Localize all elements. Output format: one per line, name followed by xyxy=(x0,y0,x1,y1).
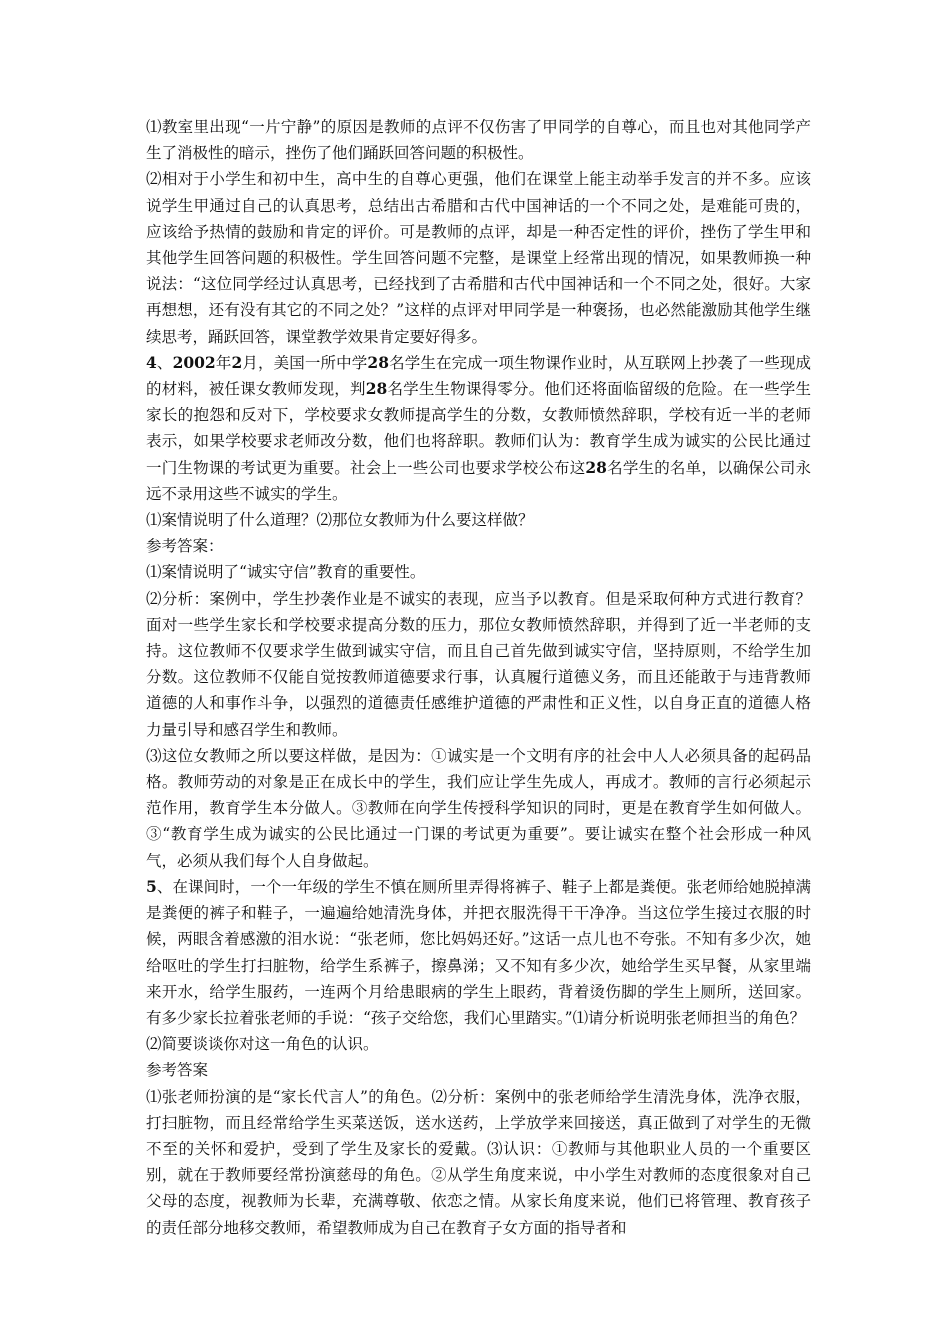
answer-paragraph-2: ⑵相对于小学生和初中生，高中生的自尊心更强，他们在课堂上能主动举手发言的并不多。应该说学生甲通过自己的认真思考，总结出古希腊和古代中国神话的一个不同之处，是难能可贵的，应该给予热情的鼓励和肯定的评价。可是教师的点评，却是一种否定性的评价，挫伤了学生甲和其他学生回答问题的积极性。学生回答问题不完整，是课堂上经常出现的情况，如果教师换一种说法：“这位同学经过认真思考，已经找到了古希腊和古代中国神话和一个不同之处，很好。大家再想想，还有没有其它的不同之处？”这样的点评对甲同学是一种褒扬，也必然能激励其他学生继续思考，踊跃回答，课堂教学效果肯定要好得多。 xyxy=(146,170,811,346)
case-4-questions: ⑴案情说明了什么道理？⑵那位女教师为什么要这样做？ xyxy=(146,511,534,530)
case-4-answer-3: ⑶这位女教师之所以要这样做，是因为：①诚实是一个文明有序的社会中人人必须具备的起码品格。教师劳动的对象是正在成长中的学生，我们应让学生先成人，再成才。教师的言行必须起示范作用，教育学生本分做人。③教师在向学生传授科学知识的同时，更是在教育学生如何做人。③“教育学生成为诚实的公民比通过一门课的考试更为重要”。要让诚实在整个社会形成一种风气，必须从我们每个人自身做起。 xyxy=(146,746,811,870)
case-4-answer-1: ⑴案情说明了“诚实守信”教育的重要性。 xyxy=(146,563,426,582)
case-5-question-2: ⑵简要谈谈你对这一角色的认识。 xyxy=(146,1035,379,1054)
reference-answer-heading: 参考答案： xyxy=(146,537,224,556)
document-body xyxy=(146,114,811,1241)
case-4-answer-2: ⑵分析：案例中，学生抄袭作业是不诚实的表现，应当予以教育。但是采取何种方式进行教育？面对一些学生家长和学校要求提高分数的压力，那位女教师愤然辞职，并得到了近一半老师的支持。这位教师不仅要求学生做到诚实守信，而且自己首先做到诚实守信，坚持原则，不给学生加分数。这位教师不仅能自觉按教师道德要求行事，认真履行道德义务，而且还能敢于与违背教师道德的人和事作斗争，以强烈的道德责任感维护道德的严肃性和正义性，以自身正直的道德人格力量引导和感召学生和教师。 xyxy=(146,589,811,739)
case-4-paragraph: 4、2002年2月，美国一所中学28名学生在完成一项生物课作业时，从互联网上抄袭了一些现成的材料，被任课女教师发现，判28名学生生物课得零分。他们还将面临留级的危险。在一些学生家长的抱怨和反对下，学校要求女教师提高学生的分数，女教师愤然辞职，学校有近一半的老师表示，如果学校要求老师改分数，他们也将辞职。教师们认为：教育学生成为诚实的公民比通过一门生物课的考试更为重要。社会上一些公司也要求学校公布这28名学生的名单，以确保公司永远不录用这些不诚实的学生。 xyxy=(146,352,811,503)
answer-paragraph-1: ⑴教室里出现“一片宁静”的原因是教师的点评不仅伤害了甲同学的自尊心，而且也对其他同学产生了消极性的暗示，挫伤了他们踊跃回答问题的积极性。 xyxy=(146,118,811,163)
reference-answer-heading-2: 参考答案 xyxy=(146,1061,209,1080)
case-5-answer: ⑴张老师扮演的是“家长代言人”的角色。⑵分析：案例中的张老师给学生清洗身体，洗净衣服，打扫脏物，而且经常给学生买菜送饭，送水送药，上学放学来回接送，真正做到了对学生的无微不至的关怀和爱护，受到了学生及家长的爱戴。⑶认识：①教师与其他职业人员的一个重要区别，就在于教师要经常扮演慈母的角色。②从学生角度来说，中小学生对教师的态度很象对自己父母的态度，视教师为长辈，充满尊敬、依恋之情。从家长角度来说，他们已将管理、教育孩子的责任部分地移交教师，希望教师成为自己在教育子女方面的指导者和 xyxy=(146,1087,811,1237)
case-5-paragraph: 5、在课间时，一个一年级的学生不慎在厕所里弄得将裤子、鞋子上都是粪便。张老师给她脱掉满是粪便的裤子和鞋子，一遍遍给她清洗身体，并把衣服洗得干干净净。当这位学生接过衣服的时候，两眼含着感激的泪水说：“张老师，您比妈妈还好。”这话一点儿也不夸张。不知有多少次，她给呕吐的学生打扫脏物，给学生系裤子，擦鼻涕；又不知有多少次，她给学生买早餐，从家里端来开水，给学生服药，一连两个月给患眼病的学生上眼药，背着烫伤脚的学生上厕所，送回家。有多少家长拉着张老师的手说：“孩子交给您，我们心里踏实。”⑴请分析说明张老师担当的角色？ xyxy=(146,876,811,1027)
